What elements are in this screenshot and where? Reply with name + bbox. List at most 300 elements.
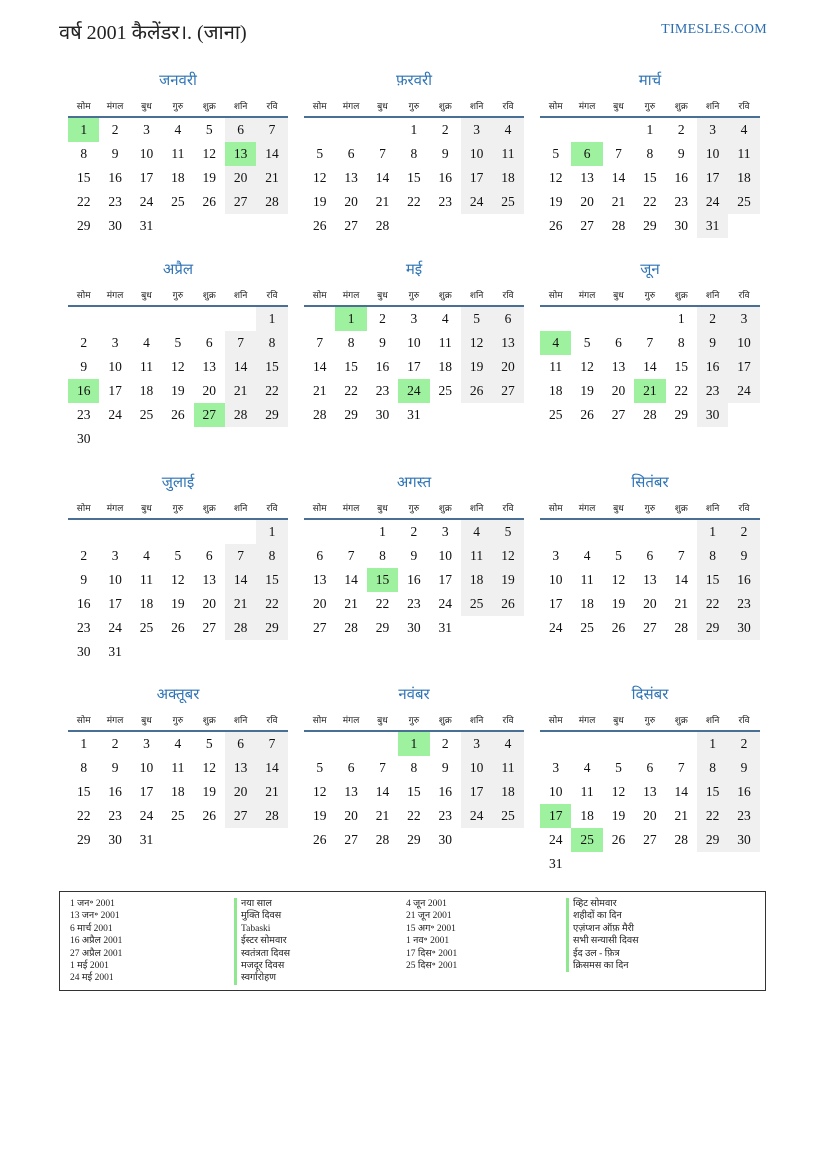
week-row bbox=[540, 142, 760, 166]
weekday-header bbox=[540, 498, 760, 520]
day-cell: 20 bbox=[202, 383, 216, 398]
month-name: मई bbox=[405, 262, 423, 278]
day-cell: 22 bbox=[407, 808, 421, 823]
weekday-label: रवि bbox=[266, 290, 278, 300]
day-cell: 22 bbox=[344, 383, 358, 398]
empty-cell bbox=[430, 403, 461, 427]
week-row bbox=[540, 307, 760, 331]
month-name: फ़रवरी bbox=[395, 73, 433, 89]
day-cell: 12 bbox=[611, 572, 626, 587]
empty-cell bbox=[492, 403, 523, 427]
day-cell: 3 bbox=[728, 307, 759, 331]
day-cell: 29 bbox=[674, 407, 688, 422]
day-cell: 21 bbox=[611, 194, 626, 209]
day-cell: 26 bbox=[492, 592, 523, 616]
empty-cell bbox=[131, 307, 162, 331]
day-cell: 14 bbox=[225, 568, 256, 592]
day-cell: 26 bbox=[611, 832, 626, 847]
legend-date: 17 दिस॰ 2001 bbox=[406, 948, 458, 959]
month-name: अक्तूबर bbox=[156, 687, 200, 703]
weekday-header bbox=[304, 710, 524, 732]
day-cell: 28 bbox=[225, 616, 256, 640]
weekday-label: शुक्र bbox=[202, 101, 216, 111]
empty-cell bbox=[634, 852, 665, 876]
day-cell: 19 bbox=[312, 808, 327, 823]
month-block bbox=[540, 259, 760, 427]
weekday-label: गुरु bbox=[408, 101, 420, 111]
empty-cell bbox=[304, 732, 335, 756]
day-cell: 18 bbox=[492, 780, 523, 804]
day-cell: 6 bbox=[571, 142, 602, 166]
day-cell: 23 bbox=[108, 194, 122, 209]
empty-cell bbox=[162, 640, 193, 664]
weekday-label: मंगल bbox=[342, 715, 360, 725]
weekday-label: गुरु bbox=[172, 503, 184, 513]
day-cell: 3 bbox=[441, 524, 449, 539]
empty-cell bbox=[430, 214, 461, 238]
legend-holiday-name: शहीदों का दिन bbox=[566, 910, 639, 922]
day-cell: 13 bbox=[202, 359, 216, 374]
month-name: अगस्त bbox=[396, 475, 432, 491]
day-cell: 8 bbox=[256, 544, 287, 568]
weekday-label: शुक्र bbox=[674, 101, 688, 111]
day-cell: 20 bbox=[643, 596, 657, 611]
weekday-label: मंगल bbox=[578, 290, 596, 300]
empty-cell bbox=[571, 307, 602, 331]
weekday-label: बुध bbox=[613, 101, 624, 111]
day-cell: 20 bbox=[344, 194, 358, 209]
week-row bbox=[304, 190, 524, 214]
week-row bbox=[540, 544, 760, 568]
empty-cell bbox=[634, 307, 665, 331]
day-cell: 21 bbox=[375, 194, 390, 209]
empty-cell bbox=[461, 403, 492, 427]
day-cell: 14 bbox=[344, 572, 358, 587]
day-cell: 28 bbox=[643, 407, 657, 422]
day-cell: 5 bbox=[316, 146, 324, 161]
day-cell: 3 bbox=[111, 335, 119, 350]
day-cell: 9 bbox=[677, 146, 685, 161]
day-cell: 31 bbox=[139, 218, 154, 233]
day-cell: 17 bbox=[438, 572, 452, 587]
weekday-label: गुरु bbox=[644, 290, 656, 300]
legend-dates-column-1 bbox=[70, 898, 122, 985]
day-cell: 25 bbox=[571, 828, 602, 852]
day-cell: 14 bbox=[225, 355, 256, 379]
day-cell: 28 bbox=[375, 832, 390, 847]
day-cell: 4 bbox=[583, 760, 591, 775]
week-row bbox=[304, 307, 524, 331]
day-cell: 18 bbox=[171, 170, 185, 185]
day-cell: 15 bbox=[697, 568, 728, 592]
weekday-label: रवि bbox=[738, 715, 750, 725]
day-cell: 3 bbox=[552, 760, 560, 775]
day-cell: 6 bbox=[615, 335, 622, 350]
day-cell: 26 bbox=[171, 407, 185, 422]
week-row bbox=[304, 804, 524, 828]
legend-holiday-name: सभी सन्यासी दिवस bbox=[566, 935, 639, 947]
day-cell: 30 bbox=[108, 832, 122, 847]
day-cell: 31 bbox=[697, 214, 728, 238]
day-cell: 8 bbox=[677, 335, 685, 350]
day-cell: 9 bbox=[441, 146, 449, 161]
day-cell: 2 bbox=[728, 520, 759, 544]
day-cell: 18 bbox=[580, 596, 594, 611]
day-cell: 4 bbox=[540, 331, 571, 355]
day-cell: 8 bbox=[347, 335, 355, 350]
weekday-label: बुध bbox=[141, 290, 152, 300]
legend-date: 24 मई 2001 bbox=[70, 973, 114, 984]
weekday-label: शुक्र bbox=[202, 715, 216, 725]
week-row bbox=[304, 142, 524, 166]
day-cell: 25 bbox=[548, 407, 563, 422]
day-cell: 12 bbox=[461, 331, 492, 355]
day-cell: 22 bbox=[375, 596, 390, 611]
empty-cell bbox=[367, 732, 398, 756]
empty-cell bbox=[335, 520, 366, 544]
day-cell: 4 bbox=[492, 732, 523, 756]
day-cell: 30 bbox=[697, 403, 728, 427]
week-row bbox=[540, 190, 760, 214]
day-cell: 28 bbox=[225, 403, 256, 427]
day-cell: 27 bbox=[312, 620, 327, 635]
day-cell: 13 bbox=[611, 359, 626, 374]
day-cell: 3 bbox=[143, 736, 150, 751]
day-cell: 11 bbox=[139, 572, 153, 587]
day-cell: 10 bbox=[461, 142, 492, 166]
week-row bbox=[68, 640, 288, 664]
day-cell: 28 bbox=[674, 620, 688, 635]
week-row bbox=[68, 592, 288, 616]
day-cell: 15 bbox=[256, 355, 287, 379]
day-cell: 9 bbox=[80, 359, 88, 374]
legend-holiday-name: ईस्टर सोमवार bbox=[234, 935, 290, 947]
week-row bbox=[540, 732, 760, 756]
legend-date: 4 जून 2001 bbox=[406, 899, 447, 909]
site-link[interactable]: TIMESLES.COM bbox=[661, 22, 767, 37]
day-cell: 12 bbox=[580, 359, 594, 374]
day-cell: 2 bbox=[111, 122, 119, 137]
day-cell: 13 bbox=[580, 170, 594, 185]
day-cell: 6 bbox=[205, 335, 213, 350]
empty-cell bbox=[99, 520, 130, 544]
weekday-label: सोम bbox=[76, 101, 91, 111]
day-cell: 5 bbox=[492, 520, 523, 544]
empty-cell bbox=[131, 427, 162, 451]
week-row bbox=[540, 355, 760, 379]
day-cell: 26 bbox=[312, 832, 327, 847]
week-row bbox=[540, 166, 760, 190]
day-cell: 14 bbox=[375, 784, 390, 799]
day-cell: 10 bbox=[548, 572, 563, 587]
day-cell: 15 bbox=[697, 780, 728, 804]
day-cell: 20 bbox=[643, 808, 657, 823]
day-cell: 30 bbox=[76, 644, 91, 659]
day-cell: 4 bbox=[143, 335, 150, 350]
day-cell: 10 bbox=[407, 335, 421, 350]
weekday-label: सोम bbox=[548, 290, 563, 300]
weekday-label: शनि bbox=[705, 290, 720, 300]
day-cell: 21 bbox=[256, 780, 287, 804]
day-cell: 22 bbox=[674, 383, 688, 398]
empty-cell bbox=[194, 640, 225, 664]
weekday-label: रवि bbox=[502, 503, 514, 513]
weekday-label: गुरु bbox=[172, 715, 184, 725]
week-row bbox=[68, 804, 288, 828]
weekday-label: शनि bbox=[469, 101, 484, 111]
day-cell: 13 bbox=[312, 572, 327, 587]
weekday-label: शुक्र bbox=[674, 715, 688, 725]
day-cell: 17 bbox=[548, 596, 563, 611]
day-cell: 19 bbox=[202, 784, 216, 799]
day-cell: 23 bbox=[375, 383, 390, 398]
day-cell: 25 bbox=[580, 620, 594, 635]
weekday-label: बुध bbox=[377, 715, 388, 725]
day-cell: 25 bbox=[171, 808, 185, 823]
day-cell: 12 bbox=[202, 760, 216, 775]
day-cell: 19 bbox=[611, 596, 626, 611]
day-cell: 8 bbox=[410, 146, 418, 161]
day-cell: 4 bbox=[583, 548, 591, 563]
day-cell: 2 bbox=[80, 335, 88, 350]
day-cell: 14 bbox=[674, 784, 688, 799]
day-cell: 4 bbox=[461, 520, 492, 544]
day-cell: 17 bbox=[139, 784, 154, 799]
weekday-header bbox=[68, 285, 288, 307]
empty-cell bbox=[162, 214, 193, 238]
empty-cell bbox=[131, 640, 162, 664]
month-name: जुलाई bbox=[161, 475, 195, 491]
day-cell: 8 bbox=[410, 760, 418, 775]
weekday-label: गुरु bbox=[408, 503, 420, 513]
day-cell: 10 bbox=[728, 331, 759, 355]
day-cell: 15 bbox=[344, 359, 358, 374]
day-cell: 29 bbox=[344, 407, 358, 422]
weekday-label: मंगल bbox=[578, 715, 596, 725]
legend-holiday-name: व्हिट सोमवार bbox=[566, 898, 639, 910]
day-cell: 29 bbox=[407, 832, 421, 847]
day-cell: 19 bbox=[312, 194, 327, 209]
month-name: नवंबर bbox=[398, 687, 430, 703]
day-cell: 6 bbox=[225, 732, 256, 756]
day-cell: 31 bbox=[108, 644, 122, 659]
legend-holiday-name: मजदूर दिवस bbox=[234, 960, 290, 972]
day-cell: 5 bbox=[205, 122, 213, 137]
empty-cell bbox=[603, 307, 634, 331]
day-cell: 17 bbox=[108, 383, 122, 398]
day-cell: 27 bbox=[225, 190, 256, 214]
day-cell: 23 bbox=[728, 592, 759, 616]
day-cell: 24 bbox=[139, 194, 154, 209]
day-cell: 22 bbox=[643, 194, 657, 209]
day-cell: 1 bbox=[335, 307, 366, 331]
weekday-label: सोम bbox=[76, 503, 91, 513]
day-cell: 2 bbox=[80, 548, 88, 563]
week-row bbox=[540, 804, 760, 828]
month-block bbox=[304, 684, 524, 852]
weekday-label: मंगल bbox=[106, 715, 124, 725]
week-row bbox=[68, 828, 288, 852]
empty-cell bbox=[304, 307, 335, 331]
weekday-label: रवि bbox=[738, 101, 750, 111]
day-cell: 1 bbox=[68, 118, 99, 142]
weekday-header bbox=[304, 285, 524, 307]
empty-cell bbox=[256, 214, 287, 238]
day-cell: 29 bbox=[256, 616, 287, 640]
empty-cell bbox=[571, 732, 602, 756]
day-cell: 7 bbox=[256, 732, 287, 756]
day-cell: 1 bbox=[697, 520, 728, 544]
weekday-label: शुक्र bbox=[438, 503, 452, 513]
day-cell: 24 bbox=[548, 832, 563, 847]
legend-holiday-name: ईद उल - फ़ित्र bbox=[566, 948, 639, 960]
empty-cell bbox=[68, 307, 99, 331]
empty-cell bbox=[461, 828, 492, 852]
day-cell: 13 bbox=[344, 784, 358, 799]
weekday-label: गुरु bbox=[644, 503, 656, 513]
day-cell: 30 bbox=[438, 832, 452, 847]
weekday-label: सोम bbox=[548, 503, 563, 513]
day-cell: 16 bbox=[697, 355, 728, 379]
legend-date: 25 दिस॰ 2001 bbox=[406, 960, 458, 971]
weekday-label: सोम bbox=[548, 715, 563, 725]
day-cell: 22 bbox=[697, 804, 728, 828]
day-cell: 7 bbox=[677, 548, 685, 563]
day-cell: 31 bbox=[548, 856, 563, 871]
month-name: जनवरी bbox=[159, 73, 197, 89]
day-cell: 5 bbox=[583, 335, 591, 350]
month-name: सितंबर bbox=[631, 475, 669, 491]
week-row bbox=[304, 166, 524, 190]
day-cell: 7 bbox=[379, 146, 386, 161]
weekday-label: गुरु bbox=[408, 715, 420, 725]
day-cell: 5 bbox=[615, 548, 622, 563]
week-row bbox=[540, 616, 760, 640]
day-cell: 20 bbox=[344, 808, 358, 823]
week-row bbox=[68, 568, 288, 592]
week-row bbox=[540, 568, 760, 592]
empty-cell bbox=[571, 852, 602, 876]
week-row bbox=[304, 732, 524, 756]
empty-cell bbox=[728, 403, 759, 427]
day-cell: 22 bbox=[697, 592, 728, 616]
day-cell: 13 bbox=[492, 331, 523, 355]
weekday-label: शुक्र bbox=[438, 715, 452, 725]
empty-cell bbox=[603, 852, 634, 876]
month-block bbox=[540, 472, 760, 640]
day-cell: 8 bbox=[256, 331, 287, 355]
day-cell: 21 bbox=[256, 166, 287, 190]
weekday-header bbox=[304, 498, 524, 520]
empty-cell bbox=[728, 214, 759, 238]
day-cell: 19 bbox=[611, 808, 626, 823]
day-cell: 23 bbox=[108, 808, 122, 823]
empty-cell bbox=[194, 520, 225, 544]
week-row bbox=[540, 852, 760, 876]
empty-cell bbox=[225, 214, 256, 238]
day-cell: 19 bbox=[171, 383, 185, 398]
empty-cell bbox=[256, 640, 287, 664]
weekday-label: सोम bbox=[548, 101, 563, 111]
weekday-label: शुक्र bbox=[674, 290, 688, 300]
day-cell: 8 bbox=[80, 146, 88, 161]
day-cell: 2 bbox=[410, 524, 418, 539]
weekday-label: शनि bbox=[469, 503, 484, 513]
legend-holiday-name: क्रिसमस का दिन bbox=[566, 960, 639, 972]
week-row bbox=[68, 190, 288, 214]
month-name: मार्च bbox=[638, 73, 662, 89]
weekday-label: बुध bbox=[141, 503, 152, 513]
legend-holiday-name: एज़ंप्शन ऑफ़ मैरी bbox=[566, 923, 639, 935]
day-cell: 25 bbox=[461, 592, 492, 616]
weekday-label: शनि bbox=[469, 290, 484, 300]
day-cell: 10 bbox=[139, 760, 154, 775]
weekday-label: सोम bbox=[76, 715, 91, 725]
day-cell: 24 bbox=[548, 620, 563, 635]
day-cell: 5 bbox=[205, 736, 213, 751]
day-cell: 4 bbox=[174, 736, 182, 751]
day-cell: 7 bbox=[225, 331, 256, 355]
week-row bbox=[304, 331, 524, 355]
day-cell: 12 bbox=[548, 170, 563, 185]
empty-cell bbox=[492, 214, 523, 238]
day-cell: 4 bbox=[441, 311, 449, 326]
day-cell: 23 bbox=[76, 407, 91, 422]
weekday-label: मंगल bbox=[106, 503, 124, 513]
empty-cell bbox=[335, 118, 366, 142]
day-cell: 12 bbox=[202, 146, 216, 161]
day-cell: 4 bbox=[174, 122, 182, 137]
day-cell: 18 bbox=[728, 166, 759, 190]
day-cell: 27 bbox=[194, 403, 225, 427]
day-cell: 24 bbox=[108, 407, 122, 422]
day-cell: 24 bbox=[108, 620, 122, 635]
weekday-header bbox=[304, 96, 524, 118]
empty-cell bbox=[162, 307, 193, 331]
day-cell: 30 bbox=[674, 218, 688, 233]
day-cell: 17 bbox=[108, 596, 122, 611]
empty-cell bbox=[162, 828, 193, 852]
legend-holiday-name: Tabaski bbox=[234, 923, 290, 935]
day-cell: 24 bbox=[697, 190, 728, 214]
empty-cell bbox=[304, 520, 335, 544]
day-cell: 20 bbox=[492, 355, 523, 379]
day-cell: 18 bbox=[548, 383, 563, 398]
week-row bbox=[540, 331, 760, 355]
day-cell: 13 bbox=[225, 756, 256, 780]
day-cell: 6 bbox=[316, 548, 324, 563]
month-block bbox=[68, 684, 288, 852]
weekday-label: बुध bbox=[613, 503, 624, 513]
empty-cell bbox=[162, 427, 193, 451]
empty-cell bbox=[225, 520, 256, 544]
day-cell: 2 bbox=[379, 311, 386, 326]
day-cell: 28 bbox=[611, 218, 626, 233]
month-block bbox=[304, 259, 524, 427]
weekday-header bbox=[68, 96, 288, 118]
day-cell: 15 bbox=[674, 359, 688, 374]
day-cell: 6 bbox=[347, 760, 355, 775]
month-block bbox=[304, 70, 524, 238]
day-cell: 7 bbox=[225, 544, 256, 568]
empty-cell bbox=[194, 307, 225, 331]
day-cell: 27 bbox=[202, 620, 216, 635]
week-row bbox=[68, 544, 288, 568]
week-row bbox=[68, 118, 288, 142]
weekday-label: रवि bbox=[266, 101, 278, 111]
day-cell: 11 bbox=[549, 359, 563, 374]
day-cell: 18 bbox=[139, 596, 154, 611]
